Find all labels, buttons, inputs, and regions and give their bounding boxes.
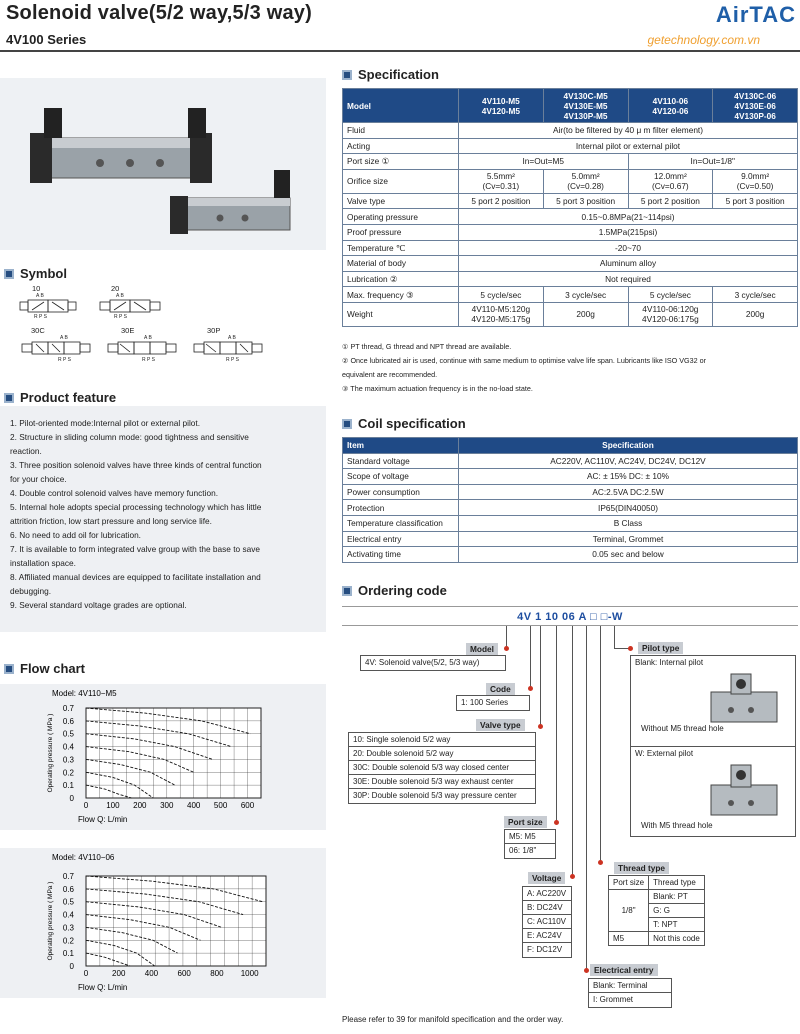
spec-header-cell: 4V110-06 4V120-06 xyxy=(628,89,713,123)
x-tick-label: 100 xyxy=(106,801,120,810)
spec-cell: In=Out=1/8" xyxy=(628,154,798,170)
section-bullet-icon xyxy=(4,664,14,674)
x-tick-label: 400 xyxy=(187,801,201,810)
valve-type-box xyxy=(348,732,536,804)
feature-item: 4. Double control solenoid valves have memory function. xyxy=(10,488,218,498)
coil-row-label: Activating time xyxy=(343,547,459,563)
voltage-box-item: B: DC24V xyxy=(523,901,571,915)
port-size-label: Port size xyxy=(504,816,547,828)
spec-row-label: Material of body xyxy=(343,256,459,272)
spec-note: ③ The maximum actuation frequency is in the no-load state. xyxy=(342,384,533,393)
coil-row xyxy=(343,547,798,563)
coil-cell: B Class xyxy=(459,515,798,531)
connector-line xyxy=(600,626,601,862)
spec-cell: 9.0mm² (Cv=0.50) xyxy=(713,169,798,193)
y-tick-label: 0.6 xyxy=(62,716,74,726)
y-tick-label: 0.6 xyxy=(62,884,74,894)
spec-header-model: Model xyxy=(343,89,459,123)
coil-heading-text: Coil specification xyxy=(358,416,466,431)
spec-row-label: Orifice size xyxy=(343,169,459,193)
coil-row-label: Protection xyxy=(343,500,459,516)
flow-heading-text: Flow chart xyxy=(20,661,86,676)
voltage-box xyxy=(522,886,572,958)
pilot-internal xyxy=(631,656,795,747)
spec-cell: 5 port 3 position xyxy=(543,193,628,209)
spec-row-label: Port size ① xyxy=(343,154,459,170)
coil-row xyxy=(343,500,798,516)
spec-header-row xyxy=(343,89,798,123)
feature-item: 9. Several standard voltage grades are optional. xyxy=(10,600,187,610)
flow-heading xyxy=(4,661,85,676)
connector-dot xyxy=(538,724,543,729)
y-tick-label: 0.1 xyxy=(62,781,74,791)
y-tick-label: 0.5 xyxy=(62,897,74,907)
spec-cell: 5 port 2 position xyxy=(459,193,544,209)
spec-row xyxy=(343,154,798,170)
symbol-heading-text: Symbol xyxy=(20,266,67,281)
y-tick-label: 0.2 xyxy=(62,768,74,778)
feature-item: reaction. xyxy=(10,446,42,456)
feature-item: 2. Structure in sliding column mode: good tightness and sensitive xyxy=(10,432,249,442)
coil-cell: IP65(DIN40050) xyxy=(459,500,798,516)
spec-row xyxy=(343,193,798,209)
thread-type-value: T: NPT xyxy=(649,918,705,932)
symbol-port-label: R P S xyxy=(58,357,71,363)
ordering-heading-text: Ordering code xyxy=(358,583,447,598)
spec-cell: 12.0mm² (Cv=0.67) xyxy=(628,169,713,193)
symbol-heading xyxy=(4,266,67,281)
model-box xyxy=(360,655,506,671)
thread-type-value: Blank: PT xyxy=(649,890,705,904)
thread-type-table xyxy=(608,875,705,946)
spec-row-label: Proof pressure xyxy=(343,224,459,240)
spec-row xyxy=(343,209,798,225)
y-axis-label: Operating pressure ( MPa ) xyxy=(47,713,54,793)
connector-dot xyxy=(598,860,603,865)
spec-cell: 1.5MPa(215psi) xyxy=(459,224,798,240)
coil-row-label: Scope of voltage xyxy=(343,469,459,485)
series-title: 4V100 Series xyxy=(6,32,87,47)
connector-line xyxy=(506,626,507,648)
coil-header-cell: Item xyxy=(343,438,459,454)
spec-cell: -20~70 xyxy=(459,240,798,256)
connector-line xyxy=(540,626,541,726)
thread-type-label: Thread type xyxy=(614,862,669,874)
connector-line xyxy=(572,626,573,876)
x-tick-label: 300 xyxy=(160,801,174,810)
y-tick-label: 0 xyxy=(69,794,74,803)
voltage-box-item: F: DC12V xyxy=(527,945,563,954)
coil-cell: AC: ± 15% DC: ± 10% xyxy=(459,469,798,485)
header-divider xyxy=(0,50,800,52)
spec-row-label: Max. frequency ③ xyxy=(343,287,459,303)
coil-heading xyxy=(342,416,466,431)
x-tick-label: 0 xyxy=(83,801,89,810)
spec-cell: Aluminum alloy xyxy=(459,256,798,272)
pilot-external-label: W: External pilot xyxy=(635,749,694,758)
x-tick-label: 1000 xyxy=(240,969,259,978)
spec-row xyxy=(343,302,798,326)
spec-cell: 5 port 3 position xyxy=(713,193,798,209)
symbol-30e-label: 30E xyxy=(121,326,135,335)
y-tick-label: 0.5 xyxy=(62,729,74,739)
site-link[interactable]: getechnology.com.vn xyxy=(647,33,760,47)
spec-row-label: Acting xyxy=(343,138,459,154)
x-tick-label: 400 xyxy=(144,969,159,978)
spec-cell: 3 cycle/sec xyxy=(543,287,628,303)
connector-dot xyxy=(570,874,575,879)
flow-chart-2-panel xyxy=(0,848,326,998)
coil-cell: Terminal, Grommet xyxy=(459,531,798,547)
valve-type-box-item: 30C: Double solenoid 5/3 way closed center xyxy=(349,761,535,775)
spec-row xyxy=(343,138,798,154)
spec-header-cell: 4V130C-06 4V130E-06 4V130P-06 xyxy=(713,89,798,123)
voltage-box-item: E: AC24V xyxy=(523,929,571,943)
coil-cell: 0.05 sec and below xyxy=(459,547,798,563)
electrical-entry-label: Electrical entry xyxy=(590,964,658,976)
connector-dot xyxy=(554,820,559,825)
voltage-box-item: C: AC110V xyxy=(523,915,571,929)
coil-row xyxy=(343,484,798,500)
spec-row-label: Fluid xyxy=(343,123,459,139)
symbol-port-label: A B xyxy=(60,335,68,341)
x-tick-label: 0 xyxy=(83,969,89,978)
spec-row-label: Lubrication ② xyxy=(343,271,459,287)
valve-type-box-item: 30E: Double solenoid 5/3 way exhaust center xyxy=(349,775,535,789)
spec-cell: 200g xyxy=(543,302,628,326)
y-axis-label: Operating pressure ( MPa ) xyxy=(47,881,54,961)
y-tick-label: 0.7 xyxy=(62,704,74,713)
spec-row xyxy=(343,271,798,287)
spec-row-label: Valve type xyxy=(343,193,459,209)
spec-row xyxy=(343,240,798,256)
pilot-internal-caption: Without M5 thread hole xyxy=(641,724,724,733)
pilot-type-box xyxy=(630,655,796,837)
connector-dot xyxy=(628,646,633,651)
flow-chart-06 xyxy=(0,848,326,998)
voltage-label: Voltage xyxy=(528,872,565,884)
spec-heading xyxy=(342,67,439,82)
model-box-item: 4V: Solenoid valve(5/2, 5/3 way) xyxy=(365,658,480,667)
section-bullet-icon xyxy=(4,393,14,403)
coil-cell: AC:2.5VA DC:2.5W xyxy=(459,484,798,500)
spec-note: equivalent are recommended. xyxy=(342,370,438,379)
feature-heading xyxy=(4,390,116,405)
spec-cell: 5 cycle/sec xyxy=(628,287,713,303)
spec-cell: 5 cycle/sec xyxy=(459,287,544,303)
spec-header-cell: 4V110-M5 4V120-M5 xyxy=(459,89,544,123)
plot-area xyxy=(86,876,266,966)
thread-type-head-cell: Thread type xyxy=(649,876,705,890)
coil-table xyxy=(342,437,798,563)
spec-cell: Air(to be filtered by 40 μ m filter element) xyxy=(459,123,798,139)
thread-type-row xyxy=(609,890,705,904)
spec-table xyxy=(342,88,798,327)
spec-heading-text: Specification xyxy=(358,67,439,82)
feature-panel xyxy=(0,406,326,632)
valve-photo-icon xyxy=(0,78,326,250)
thread-type-row xyxy=(609,932,705,946)
spec-row xyxy=(343,123,798,139)
ordering-code: 4V 1 10 06 A □ □-W xyxy=(517,611,623,623)
x-tick-label: 200 xyxy=(133,801,147,810)
x-axis-label: Flow Q: L/min xyxy=(78,983,128,992)
thread-type-value: Not this code xyxy=(649,932,705,946)
pilot-external-caption: With M5 thread hole xyxy=(641,821,713,830)
symbol-port-label: R P S xyxy=(34,314,47,320)
y-tick-label: 0.3 xyxy=(62,923,74,933)
connector-line xyxy=(614,626,615,648)
connector-line xyxy=(556,626,557,822)
spec-cell: 5 port 2 position xyxy=(628,193,713,209)
valve-type-box-item: 20: Double solenoid 5/2 way xyxy=(349,747,535,761)
connector-dot xyxy=(584,968,589,973)
connector-line xyxy=(586,626,587,970)
spec-cell: 4V110-06:120g 4V120-06:175g xyxy=(628,302,713,326)
feature-item: debugging. xyxy=(10,586,52,596)
spec-cell: 3 cycle/sec xyxy=(713,287,798,303)
pilot-external xyxy=(631,747,795,837)
connector-dot xyxy=(528,686,533,691)
section-bullet-icon xyxy=(342,586,352,596)
ordering-heading xyxy=(342,583,447,598)
feature-item: 1. Pilot-oriented mode:Internal pilot or external pilot. xyxy=(10,418,201,428)
x-tick-label: 600 xyxy=(240,801,255,810)
coil-row-label: Electrical entry xyxy=(343,531,459,547)
y-tick-label: 0.7 xyxy=(62,872,74,881)
coil-row xyxy=(343,515,798,531)
y-tick-label: 0.4 xyxy=(62,910,74,920)
spec-cell: Internal pilot or external pilot xyxy=(459,138,798,154)
spec-note: ② Once lubricated air is used, continue with same medium to optimise valve life span. Lubricants like ISO VG32 or xyxy=(342,356,706,365)
valve-type-box-item: 30P: Double solenoid 5/3 way pressure center xyxy=(353,791,517,800)
coil-row-label: Standard voltage xyxy=(343,453,459,469)
y-tick-label: 0 xyxy=(69,962,74,971)
spec-row xyxy=(343,256,798,272)
spec-row xyxy=(343,224,798,240)
x-tick-label: 800 xyxy=(210,969,224,978)
section-bullet-icon xyxy=(4,269,14,279)
ordering-diagram xyxy=(342,626,798,1011)
code-box-item: 1: 100 Series xyxy=(461,698,509,707)
voltage-box-item: A: AC220V xyxy=(523,887,571,901)
y-tick-label: 0.1 xyxy=(62,949,74,959)
feature-item: 8. Affiliated manual devices are equipped to facilitate installation and xyxy=(10,572,261,582)
external-pilot-valve-icon xyxy=(701,761,791,833)
code-label: Code xyxy=(486,683,515,695)
symbol-20-label: 20 xyxy=(111,284,120,293)
x-tick-label: 500 xyxy=(213,801,228,810)
symbol-port-label: A B xyxy=(228,335,236,341)
connector-line xyxy=(530,626,531,688)
spec-cell: 5.5mm² (Cv=0.31) xyxy=(459,169,544,193)
symbol-area xyxy=(0,282,326,366)
electrical-entry-box-item: Blank: Terminal xyxy=(589,979,671,993)
spec-note: ① PT thread, G thread and NPT thread are available. xyxy=(342,342,512,351)
symbol-10-label: 10 xyxy=(32,284,41,293)
thread-type-port: M5 xyxy=(609,932,649,946)
coil-header-cell: Specification xyxy=(459,438,798,454)
symbol-30c-label: 30C xyxy=(31,326,45,335)
port-size-box xyxy=(504,829,556,859)
valve-type-box-item: 10: Single solenoid 5/2 way xyxy=(349,733,535,747)
symbol-port-label: A B xyxy=(144,335,152,341)
feature-item: 7. It is available to form integrated valve group with the base to save xyxy=(10,544,260,554)
thread-type-header xyxy=(609,876,705,890)
ordering-code-bar xyxy=(342,606,798,626)
coil-row xyxy=(343,453,798,469)
spec-header-cell: 4V130C-M5 4V130E-M5 4V130P-M5 xyxy=(543,89,628,123)
coil-row xyxy=(343,469,798,485)
code-box xyxy=(456,695,530,711)
x-tick-label: 200 xyxy=(112,969,126,978)
port-size-box-item: M5: M5 xyxy=(505,830,555,844)
y-tick-label: 0.3 xyxy=(62,755,74,765)
x-tick-label: 600 xyxy=(177,969,191,978)
feature-item: 3. Three position solenoid valves have three kinds of central function xyxy=(10,460,262,470)
chart-title: Model: 4V110−06 xyxy=(52,853,115,862)
internal-pilot-valve-icon xyxy=(701,670,791,742)
feature-heading-text: Product feature xyxy=(20,390,117,405)
spec-cell: 200g xyxy=(713,302,798,326)
y-tick-label: 0.2 xyxy=(62,936,74,946)
flow-chart-1-panel xyxy=(0,684,326,830)
electrical-entry-box-item: I: Grommet xyxy=(593,995,634,1004)
valve-type-label: Valve type xyxy=(476,719,525,731)
port-size-box-item: 06: 1/8" xyxy=(509,846,537,855)
spec-cell: In=Out=M5 xyxy=(459,154,629,170)
coil-row-label: Temperature classification xyxy=(343,515,459,531)
symbol-port-label: A B xyxy=(36,293,44,299)
spec-row-label: Temperature ℃ xyxy=(343,240,459,256)
spec-cell: Not required xyxy=(459,271,798,287)
brand-logo: AirTAC xyxy=(715,2,796,27)
symbol-port-label: R P S xyxy=(142,357,155,363)
product-photo xyxy=(0,78,326,250)
feature-item: 5. Internal hole adopts special processing technology which has little xyxy=(10,502,262,512)
pilot-internal-label: Blank: Internal pilot xyxy=(635,658,704,667)
connector-dot xyxy=(504,646,509,651)
coil-row-label: Power consumption xyxy=(343,484,459,500)
section-bullet-icon xyxy=(342,419,352,429)
feature-item: for your choice. xyxy=(10,474,67,484)
spec-cell: 0.15~0.8MPa(21~114psi) xyxy=(459,209,798,225)
feature-item: installation space. xyxy=(10,558,76,568)
symbol-30p-label: 30P xyxy=(207,326,221,335)
valve-symbols-icon xyxy=(0,282,326,366)
thread-type-port: 1/8" xyxy=(609,890,649,932)
spec-row xyxy=(343,287,798,303)
spec-notes xyxy=(342,340,798,396)
symbol-port-label: A B xyxy=(116,293,124,299)
page-title: Solenoid valve(5/2 way,5/3 way) xyxy=(6,2,312,24)
electrical-entry-box xyxy=(588,978,672,1008)
spec-row-label: Weight xyxy=(343,302,459,326)
spec-cell: 4V110-M5:120g 4V120-M5:175g xyxy=(459,302,544,326)
y-tick-label: 0.4 xyxy=(62,742,74,752)
feature-list xyxy=(0,406,326,612)
coil-row xyxy=(343,531,798,547)
model-label: Model xyxy=(466,643,498,655)
spec-cell: 5.0mm² (Cv=0.28) xyxy=(543,169,628,193)
coil-header-row xyxy=(343,438,798,454)
section-bullet-icon xyxy=(342,70,352,80)
x-axis-label: Flow Q: L/min xyxy=(78,815,128,824)
thread-type-head-cell: Port size xyxy=(609,876,649,890)
symbol-port-label: R P S xyxy=(114,314,127,320)
flow-chart-m5 xyxy=(0,684,326,830)
feature-item: 6. No need to add oil for lubrication. xyxy=(10,530,141,540)
coil-cell: AC220V, AC110V, AC24V, DC24V, DC12V xyxy=(459,453,798,469)
thread-type-value: G: G xyxy=(649,904,705,918)
spec-row-label: Operating pressure xyxy=(343,209,459,225)
pilot-type-label: Pilot type xyxy=(638,642,683,654)
symbol-port-label: R P S xyxy=(226,357,239,363)
footnote: Please refer to 39 for manifold specification and the order way. xyxy=(342,1015,564,1024)
feature-item: attrition friction, low start pressure and long service life. xyxy=(10,516,212,526)
chart-title: Model: 4V110−M5 xyxy=(52,689,117,698)
spec-row xyxy=(343,169,798,193)
